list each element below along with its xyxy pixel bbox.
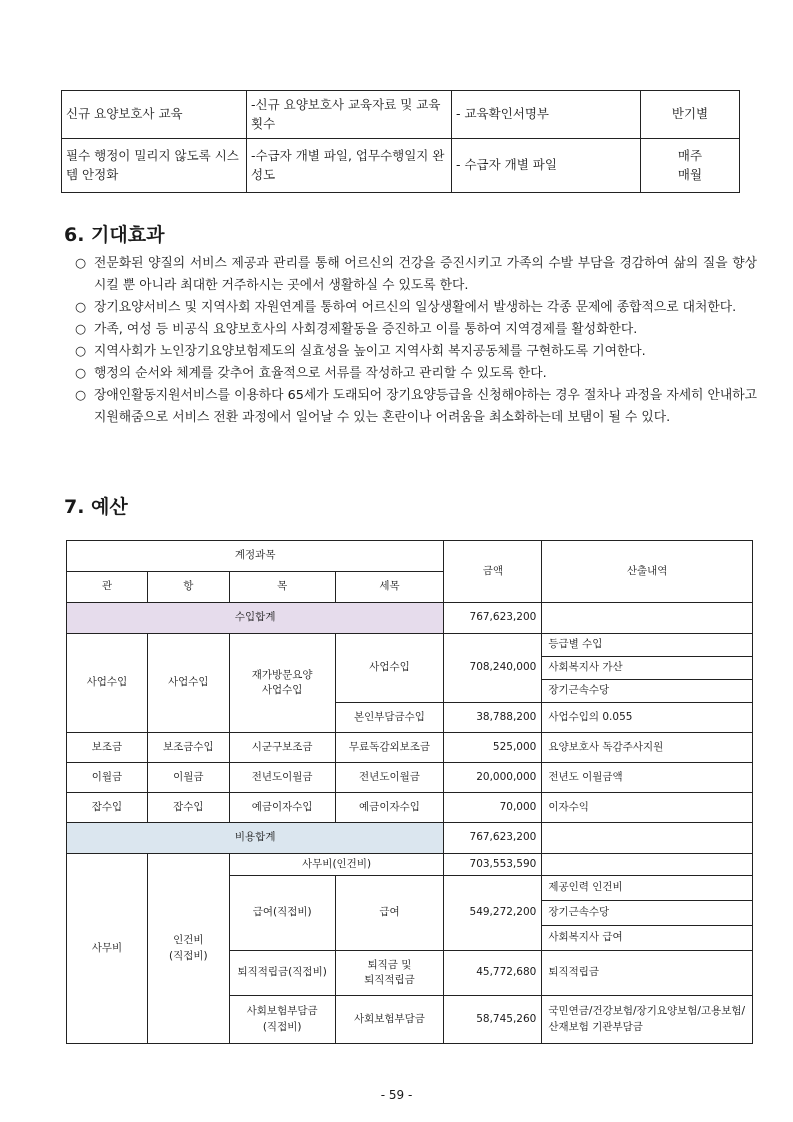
header-account: 계정과목	[67, 541, 444, 572]
basis-cell: 퇴직적립금	[542, 951, 753, 996]
amount-cell: 38,788,200	[444, 703, 542, 733]
list-item	[75, 341, 757, 363]
amount-cell: 20,000,000	[444, 763, 542, 793]
list-item-text: 장애인활동지원서비스를 이용하다 65세가 도래되어 장기요양등급을 신청해야하는 경우 절차나 과정을 자세히 안내하고 지원해줌으로 서비스 전환 과정에서 일어날 수 있는 혼란이나 어려움을 최소화하는데 보탬이 될 수 있다.	[94, 388, 757, 425]
expense-total-row	[67, 823, 753, 854]
amount-cell: 525,000	[444, 733, 542, 763]
circle-bullet-icon: ○	[75, 322, 87, 337]
income-total-amount: 767,623,200	[444, 603, 542, 634]
table-row	[67, 763, 753, 793]
document-cell: - 교육확인서명부	[452, 91, 641, 139]
basis-cell: 사업수입의 0.055	[542, 703, 753, 733]
semok-cell: 전년도이월금	[335, 763, 444, 793]
amount-cell: 58,745,260	[444, 996, 542, 1044]
hang-cell: 잡수입	[147, 793, 229, 823]
empty-cell	[542, 603, 753, 634]
gwan-cell: 보조금	[67, 733, 148, 763]
basis-cell: 이자수익	[542, 793, 753, 823]
basis-cell: 사회복지사 가산	[542, 657, 753, 680]
hang-cell: 보조금수입	[147, 733, 229, 763]
expense-total-amount: 767,623,200	[444, 823, 542, 854]
subtotal-label: 사무비(인건비)	[229, 854, 444, 876]
income-total-label: 수입합계	[67, 603, 444, 634]
list-item	[75, 363, 757, 385]
circle-bullet-icon: ○	[75, 256, 87, 271]
hang-cell: 이월금	[147, 763, 229, 793]
hang-cell: 인건비 (직접비)	[147, 854, 229, 1044]
mok-cell: 재가방문요양 사업수입	[229, 634, 335, 733]
semok-cell: 사업수입	[335, 634, 444, 703]
income-total-row	[67, 603, 753, 634]
semok-cell: 무료독감외보조금	[335, 733, 444, 763]
mok-cell: 시군구보조금	[229, 733, 335, 763]
mok-cell: 급여(직접비)	[229, 876, 335, 951]
duty-table	[61, 90, 740, 193]
list-item-text: 장기요양서비스 및 지역사회 자원연계를 통하여 어르신의 일상생활에서 발생하는 각종 문제에 종합적으로 대처한다.	[94, 300, 737, 315]
mok-cell: 전년도이월금	[229, 763, 335, 793]
mok-cell: 사회보험부담금 (직접비)	[229, 996, 335, 1044]
detail-cell: -신규 요양보호사 교육자료 및 교육횟수	[247, 91, 452, 139]
amount-cell: 708,240,000	[444, 634, 542, 703]
list-item	[75, 297, 757, 319]
table-row	[62, 139, 740, 193]
task-cell: 신규 요양보호사 교육	[62, 91, 247, 139]
basis-cell: 제공인력 인건비	[542, 876, 753, 901]
header-mok: 목	[229, 572, 335, 603]
semok-cell: 급여	[335, 876, 444, 951]
header-hang: 항	[147, 572, 229, 603]
amount-cell: 549,272,200	[444, 876, 542, 951]
section-title-budget: 7. 예산	[64, 496, 128, 518]
cycle-cell: 매주 매월	[641, 139, 740, 193]
empty-cell	[542, 854, 753, 876]
mok-cell: 예금이자수입	[229, 793, 335, 823]
basis-cell: 국민연금/건강보험/장기요양보험/고용보험/산재보험 기관부담금	[542, 996, 753, 1044]
semok-cell: 본인부담금수입	[335, 703, 444, 733]
section-title-expected-effects: 6. 기대효과	[64, 224, 165, 246]
amount-cell: 70,000	[444, 793, 542, 823]
gwan-cell: 사무비	[67, 854, 148, 1044]
header-amount: 금액	[444, 541, 542, 603]
list-item	[75, 385, 757, 429]
table-row	[67, 793, 753, 823]
subtotal-amount: 703,553,590	[444, 854, 542, 876]
basis-cell: 등급별 수입	[542, 634, 753, 657]
semok-cell: 퇴직금 및 퇴직적립금	[335, 951, 444, 996]
hang-cell: 사업수입	[147, 634, 229, 733]
gwan-cell: 사업수입	[67, 634, 148, 733]
gwan-cell: 잡수입	[67, 793, 148, 823]
circle-bullet-icon: ○	[75, 344, 87, 359]
semok-cell: 예금이자수입	[335, 793, 444, 823]
circle-bullet-icon: ○	[75, 300, 87, 315]
detail-cell: -수급자 개별 파일, 업무수행일지 완성도	[247, 139, 452, 193]
table-row	[62, 91, 740, 139]
header-gwan: 관	[67, 572, 148, 603]
table-row	[67, 854, 753, 876]
semok-cell: 사회보험부담금	[335, 996, 444, 1044]
list-item-text: 지역사회가 노인장기요양보험제도의 실효성을 높이고 지역사회 복지공동체를 구현하도록 기여한다.	[94, 344, 646, 359]
list-item	[75, 253, 757, 297]
circle-bullet-icon: ○	[75, 388, 87, 403]
task-cell: 필수 행정이 밀리지 않도록 시스템 안정화	[62, 139, 247, 193]
table-row	[67, 634, 753, 657]
table-header-row	[67, 541, 753, 572]
basis-cell: 장기근속수당	[542, 680, 753, 703]
basis-cell: 장기근속수당	[542, 901, 753, 926]
cycle-cell: 반기별	[641, 91, 740, 139]
list-item-text: 전문화된 양질의 서비스 제공과 관리를 통해 어르신의 건강을 증진시키고 가족의 수발 부담을 경감하여 삶의 질을 향상시킬 뿐 아니라 최대한 거주하시는 곳에서 생활하실 수 있도록 한다.	[94, 256, 757, 293]
page-number: - 59 -	[380, 1088, 413, 1102]
list-item-text: 가족, 여성 등 비공식 요양보호사의 사회경제활동을 증진하고 이를 통하여 지역경제를 활성화한다.	[94, 322, 638, 337]
gwan-cell: 이월금	[67, 763, 148, 793]
header-semok: 세목	[335, 572, 444, 603]
circle-bullet-icon: ○	[75, 366, 87, 381]
table-row	[67, 733, 753, 763]
empty-cell	[542, 823, 753, 854]
document-cell: - 수급자 개별 파일	[452, 139, 641, 193]
header-basis: 산출내역	[542, 541, 753, 603]
budget-table	[66, 540, 753, 1044]
list-item-text: 행정의 순서와 체계를 갖추어 효율적으로 서류를 작성하고 관리할 수 있도록 한다.	[94, 366, 547, 381]
expected-effects-list	[75, 253, 757, 429]
mok-cell: 퇴직적립금(직접비)	[229, 951, 335, 996]
amount-cell: 45,772,680	[444, 951, 542, 996]
list-item	[75, 319, 757, 341]
basis-cell: 사회복지사 급여	[542, 926, 753, 951]
basis-cell: 요양보호사 독감주사지원	[542, 733, 753, 763]
basis-cell: 전년도 이월금액	[542, 763, 753, 793]
expense-total-label: 비용합계	[67, 823, 444, 854]
